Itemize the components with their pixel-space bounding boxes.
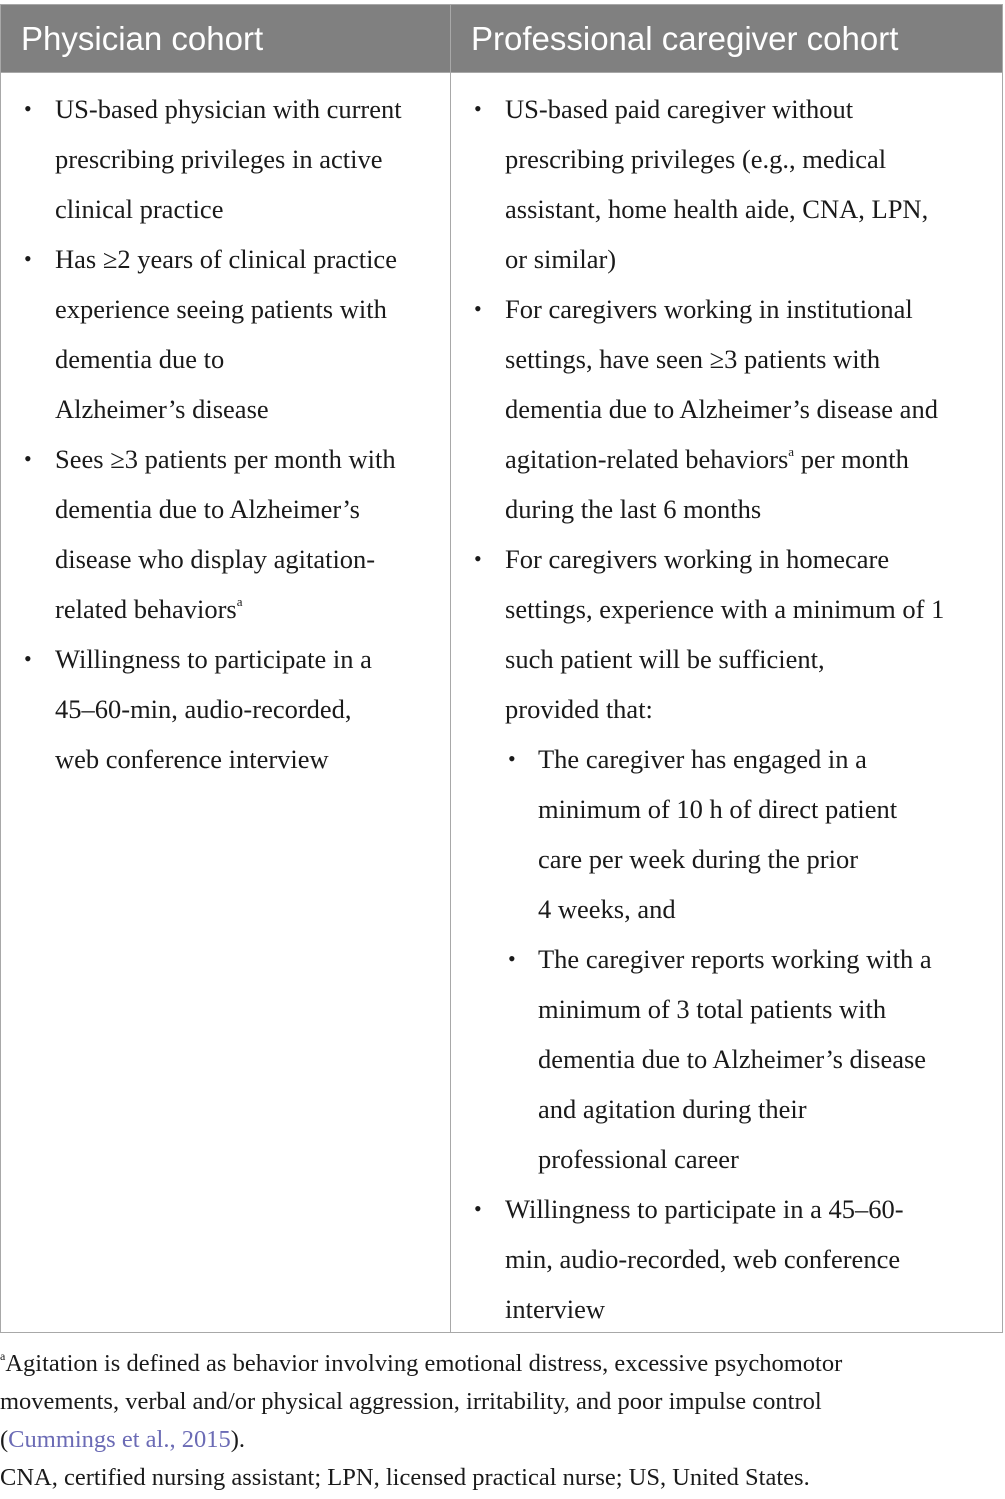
criteria-text: Willingness to participate in a <box>55 644 372 674</box>
footnote-a-marker[interactable]: a <box>788 444 795 459</box>
criteria-text: dementia due to <box>55 344 225 374</box>
criteria-text: The caregiver reports working with a <box>538 944 932 974</box>
criteria-text: dementia due to Alzheimer’s <box>55 494 360 524</box>
criteria-text: For caregivers working in homecare <box>505 544 890 574</box>
list-item <box>1 434 450 634</box>
criteria-text: care per week during the prior <box>538 844 859 874</box>
caregiver-criteria-list <box>451 84 1002 1334</box>
list-item <box>451 284 1002 534</box>
list-item <box>451 84 1002 284</box>
footnote-text: Agitation is defined as behavior involving emotional distress, excessive psychomotor <box>5 1350 843 1377</box>
physician-criteria-cell <box>1 73 451 1333</box>
criteria-text: min, audio-recorded, web conference <box>505 1244 901 1274</box>
criteria-text: such patient will be sufficient, <box>505 644 825 674</box>
footnote-text: ). <box>230 1426 246 1453</box>
criteria-text: agitation-related behaviors <box>505 444 789 474</box>
caregiver-criteria-cell <box>451 73 1002 1333</box>
criteria-text: web conference interview <box>55 744 329 774</box>
criteria-text: related behaviors <box>55 594 237 624</box>
criteria-text: provided that: <box>505 694 653 724</box>
criteria-text: settings, have seen ≥3 patients with <box>505 344 881 374</box>
criteria-text: during the last 6 months <box>505 494 762 524</box>
footnote-text: movements, verbal and/or physical aggression, irritability, and poor impulse control <box>0 1388 822 1415</box>
criteria-text: 45–60-min, audio-recorded, <box>55 694 352 724</box>
footnote-a-marker[interactable]: a <box>236 594 243 609</box>
footnote-citation-line <box>0 1421 1005 1459</box>
bullet-icon: • <box>474 546 482 571</box>
criteria-text: settings, experience with a minimum of 1 <box>505 594 945 624</box>
table-body-row <box>1 73 1002 1333</box>
criteria-text: US-based physician with current <box>55 94 402 124</box>
footnote-a-mark: a <box>0 1349 6 1363</box>
criteria-text: assistant, home health aide, CNA, LPN, <box>505 194 929 224</box>
list-item <box>1 634 450 784</box>
criteria-text: Willingness to participate in a 45–60- <box>505 1194 904 1224</box>
criteria-text: clinical practice <box>55 194 224 224</box>
sub-list-item <box>505 734 996 934</box>
criteria-text: 4 weeks, and <box>538 894 676 924</box>
footnote-text: ( <box>0 1426 9 1453</box>
criteria-text: or similar) <box>505 244 617 274</box>
table-footnotes <box>0 1345 1005 1497</box>
list-item <box>451 1184 1002 1334</box>
bullet-icon: • <box>474 296 482 321</box>
criteria-text: The caregiver has engaged in a <box>538 744 867 774</box>
list-item <box>1 234 450 434</box>
bullet-icon: • <box>24 646 32 671</box>
table-header-row <box>1 5 1002 73</box>
footnote-a <box>0 1345 1005 1383</box>
citation-link-cummings-2015[interactable]: Cummings et al., 2015 <box>8 1426 231 1453</box>
cohort-criteria-table <box>0 4 1003 1333</box>
physician-criteria-list <box>1 84 450 784</box>
criteria-text: interview <box>505 1294 606 1324</box>
bullet-icon: • <box>24 246 32 271</box>
criteria-text: US-based paid caregiver without <box>505 94 854 124</box>
header-physician-cohort: Physician cohort <box>1 5 451 72</box>
bullet-icon: • <box>24 96 32 121</box>
criteria-text: dementia due to Alzheimer’s disease <box>538 1044 927 1074</box>
homecare-conditions-list <box>505 734 996 1184</box>
bullet-icon: • <box>508 946 516 971</box>
bullet-icon: • <box>474 1196 482 1221</box>
criteria-text-with-footnote <box>55 584 440 634</box>
bullet-icon: • <box>508 746 516 771</box>
abbreviations-footnote: CNA, certified nursing assistant; LPN, licensed practical nurse; US, United States. <box>0 1464 810 1491</box>
bullet-icon: • <box>474 96 482 121</box>
bullet-icon: • <box>24 446 32 471</box>
criteria-text: For caregivers working in institutional <box>505 294 913 324</box>
criteria-text: minimum of 10 h of direct patient <box>538 794 898 824</box>
sub-list-item <box>505 934 996 1184</box>
criteria-text: per month <box>794 444 909 474</box>
list-item <box>451 534 1002 1184</box>
criteria-text: experience seeing patients with <box>55 294 387 324</box>
criteria-text: dementia due to Alzheimer’s disease and <box>505 394 938 424</box>
criteria-text: Alzheimer’s disease <box>55 394 269 424</box>
criteria-text: prescribing privileges (e.g., medical <box>505 144 887 174</box>
criteria-text: professional career <box>538 1144 739 1174</box>
list-item <box>1 84 450 234</box>
criteria-text: and agitation during their <box>538 1094 807 1124</box>
criteria-text: prescribing privileges in active <box>55 144 383 174</box>
criteria-text: Sees ≥3 patients per month with <box>55 444 396 474</box>
criteria-text: Has ≥2 years of clinical practice <box>55 244 397 274</box>
criteria-text: disease who display agitation- <box>55 544 376 574</box>
header-professional-caregiver-cohort: Professional caregiver cohort <box>471 20 899 57</box>
criteria-text-with-footnote <box>505 434 996 484</box>
criteria-text: minimum of 3 total patients with <box>538 994 887 1024</box>
